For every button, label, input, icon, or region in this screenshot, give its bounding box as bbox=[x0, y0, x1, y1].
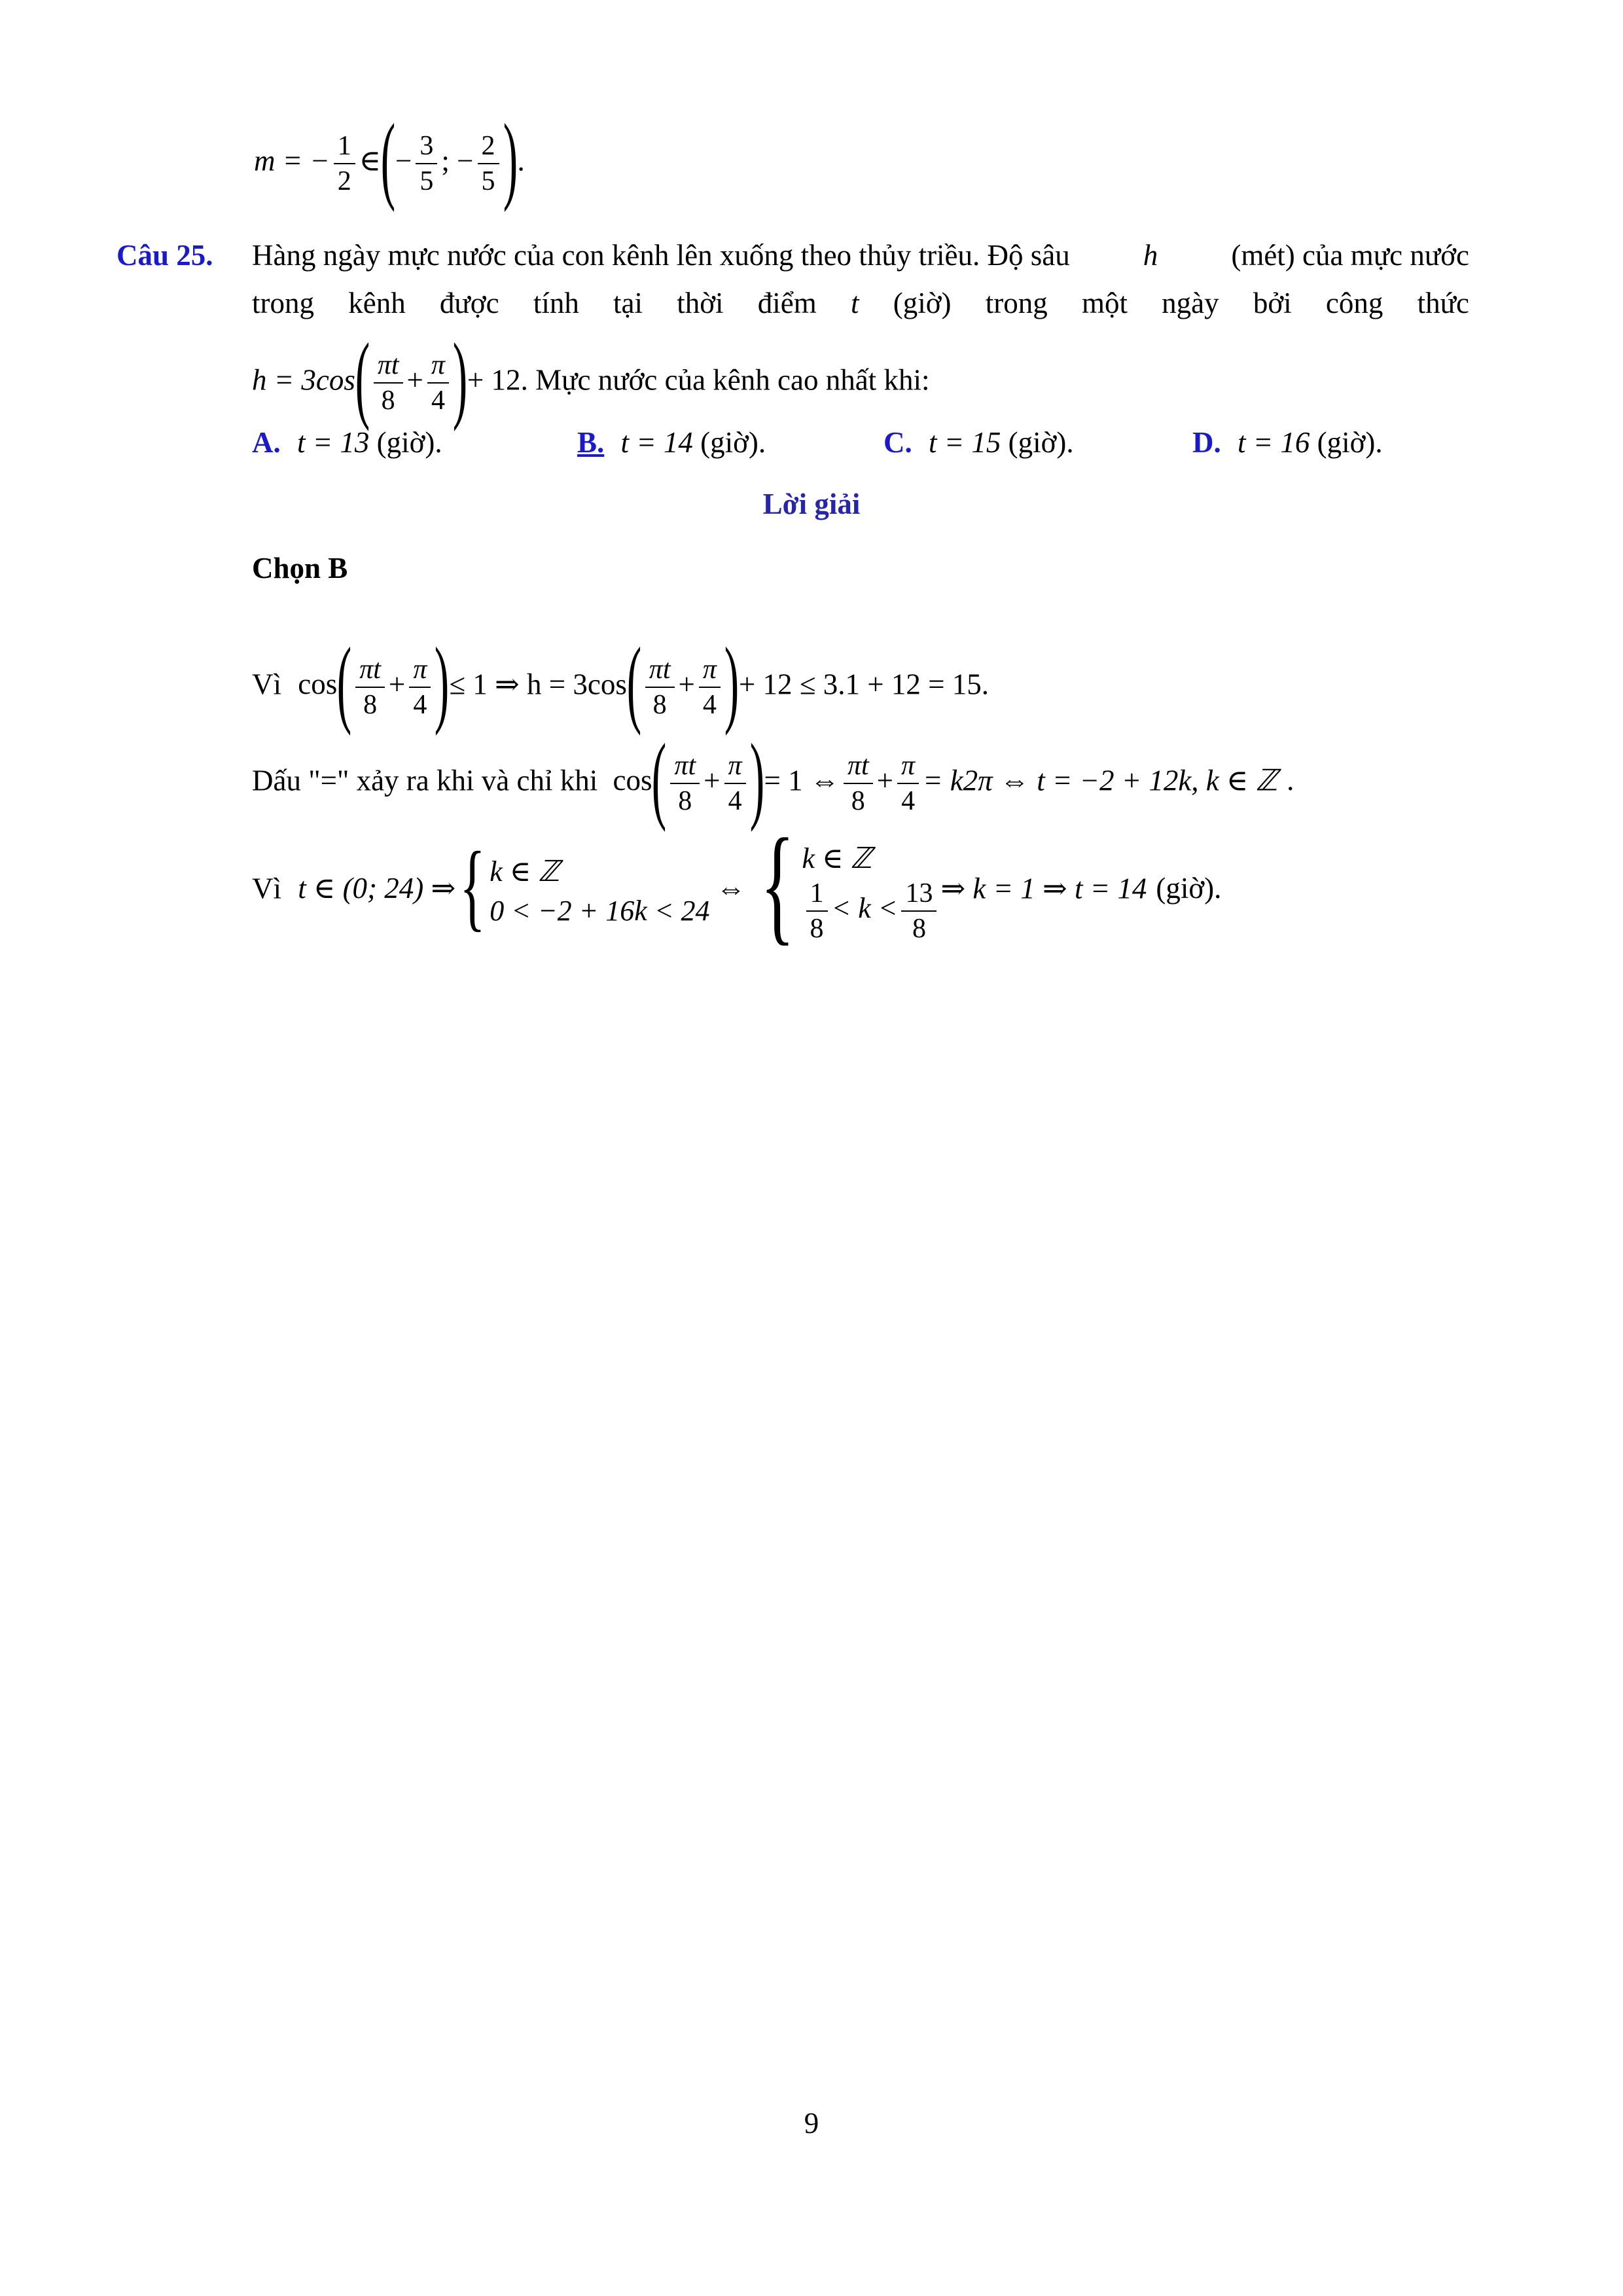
var-t: t bbox=[850, 287, 859, 319]
question-label: Câu 25. bbox=[116, 239, 213, 272]
system-1: k ∈ ℤ 0 < −2 + 16k < 24 bbox=[490, 855, 710, 927]
page-number: 9 bbox=[804, 2107, 819, 2140]
answer-d[interactable]: D. t = 16 (giờ). bbox=[1192, 426, 1383, 459]
question-line-1 bbox=[252, 237, 1469, 274]
answer-a[interactable]: A. t = 13 (giờ). bbox=[252, 426, 442, 459]
top-equation: m = − $\frac{1}{2}$ ∈(− $\frac{3}{5}$ ; − $\frac{2}{5}$ ). bbox=[254, 104, 525, 213]
solution-title: Lời giải bbox=[762, 488, 861, 520]
top-eq-frac-2: $\frac{3}{5}$ bbox=[416, 131, 437, 196]
question-line-1-end: (mét) của mực nước bbox=[1231, 239, 1469, 272]
question-line-1-text: Hàng ngày mực nước của con kênh lên xuống theo thủy triều. Độ sâu bbox=[252, 239, 1070, 272]
question-line-3-text: . Mực nước của kênh cao nhất khi: bbox=[520, 363, 930, 397]
system-2: k ∈ ℤ $\frac{1}{8}$ < k < $\frac{13}{8}$ bbox=[802, 839, 941, 944]
answer-b[interactable]: B. t = 14 (giờ). bbox=[577, 426, 766, 459]
top-eq-lhs: m = − bbox=[254, 144, 330, 177]
answer-c[interactable]: C. t = 15 (giờ). bbox=[883, 426, 1074, 459]
question-line-2: trong kênh được tính tại thời điểm t (giờ) trong một ngày bởi công thức bbox=[252, 285, 1469, 321]
solution-line-1: Vì cos( $\frac{\pi t}{8}$ + $\frac{\pi}{4}$ )≤ 1 ⇒ h = 3cos( $\frac{\pi t}{8}$ + $\frac{\pi}{4}$ )+ 12 ≤ 3.1 + 12 = 15. bbox=[252, 628, 989, 736]
top-eq-frac-3: $\frac{2}{5}$ bbox=[478, 131, 499, 196]
solution-line-2: Dấu "=" xảy ra khi và chỉ khi cos( $\frac{\pi t}{8}$ + $\frac{\pi}{4}$ )= 1 ⇔ $\frac{\pi t}{8}$ + $\frac{\pi}{4}$ = k2π ⇔ t = −2 + 12k, k ∈ ℤ . bbox=[252, 724, 1294, 833]
top-eq-frac-1: $\frac{1}{2}$ bbox=[334, 131, 355, 196]
formula-frac-pt-8: $\frac{\pi t}{8}$ bbox=[374, 350, 403, 416]
var-h: h bbox=[1143, 239, 1158, 272]
solution-line-3: Vì t ∈ (0; 24) ⇒{ k ∈ ℤ 0 < −2 + 16k < 24 ⇔ { k ∈ ℤ $\frac{1}{8}$ < k < $\frac{13}{8}$ ⇒ k = 1 ⇒ t = 14 (giờ). bbox=[252, 812, 1222, 957]
solution-choice: Chọn B bbox=[252, 552, 348, 584]
question-formula: h = 3cos( $\frac{\pi t}{8}$ + $\frac{\pi}{4}$ )+ 12. Mực nước của kênh cao nhất khi: bbox=[252, 323, 930, 432]
formula-frac-pi-4: $\frac{\pi}{4}$ bbox=[427, 350, 449, 416]
